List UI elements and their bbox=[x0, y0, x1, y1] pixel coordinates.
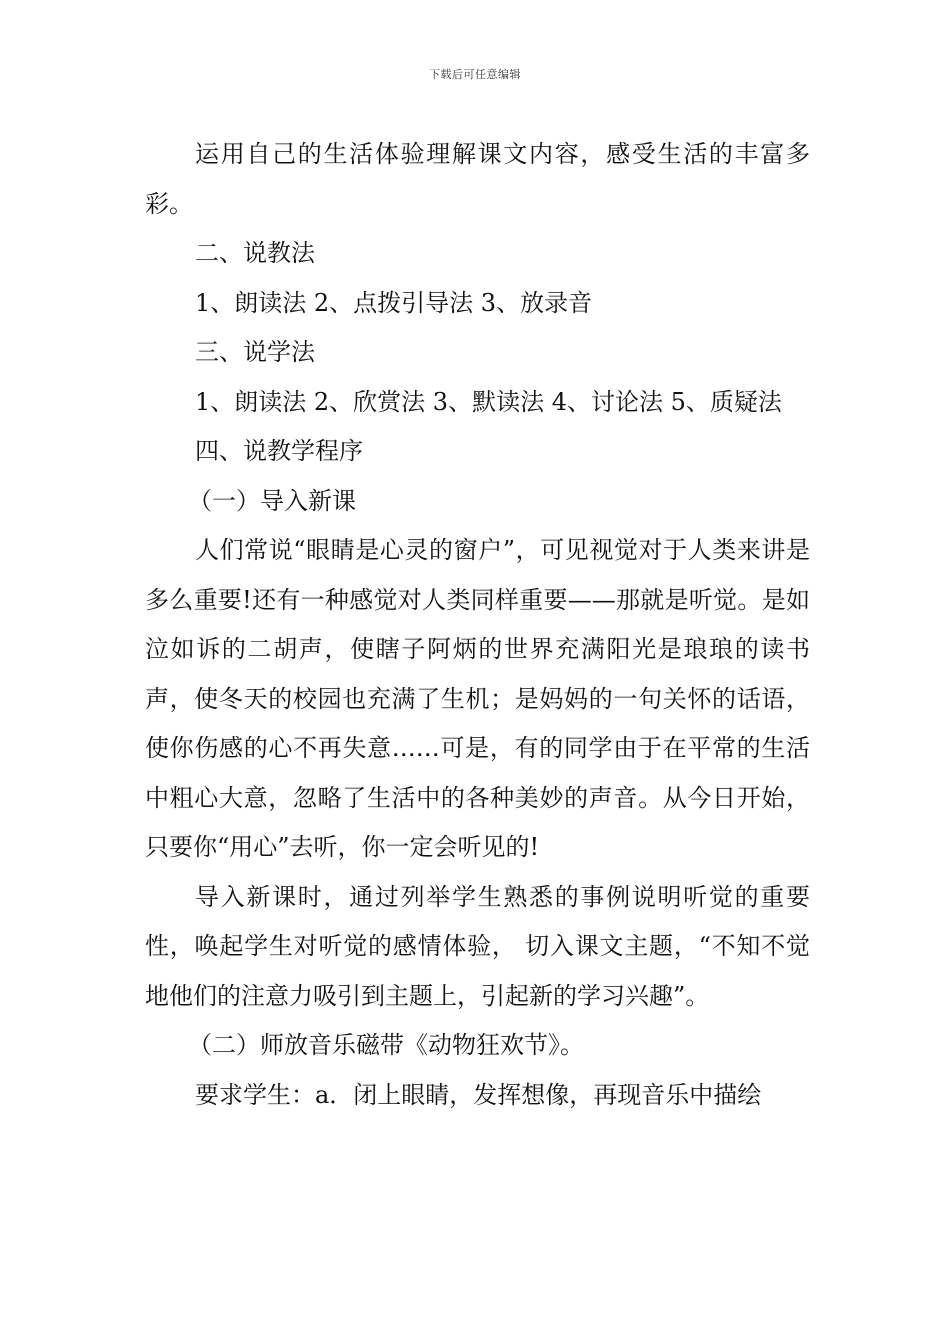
paragraph-student-requirements: 要求学生：a．闭上眼睛，发挥想像，再现音乐中描绘 bbox=[195, 1080, 762, 1109]
list-learning-methods: 1、朗读法 2、欣赏法 3、默读法 4、讨论法 5、质疑法 bbox=[195, 387, 782, 416]
heading-music-tape: （二）师放音乐磁带《动物狂欢节》。 bbox=[188, 1031, 584, 1059]
heading-teaching-methods: 二、说教法 bbox=[195, 239, 315, 267]
heading-introduce-lesson: （一）导入新课 bbox=[188, 486, 356, 515]
heading-learning-methods: 三、说学法 bbox=[195, 338, 315, 366]
list-teaching-methods: 1、朗读法 2、点拨引导法 3、放录音 bbox=[195, 288, 593, 317]
paragraph-introduction: 人们常说“眼睛是心灵的窗户”，可见视觉对于人类来讲是多么重要!还有一种感觉对人类同样重要——那就是听觉。是如泣如诉的二胡声，使瞎子阿炳的世界充满阳光是琅琅的读书声，使冬天的校园也充满了生机；是妈妈的一句关怀的话语，使你伤感的心不再失意……可是，有的同学由于在平常的生活中粗心大意，忽略了生活中的各种美妙的声音。从今日开始，只要你“用心”去听，你一定会听见的! bbox=[145, 536, 810, 861]
paragraph-life-experience: 运用自己的生活体验理解课文内容，感受生活的丰富多彩。 bbox=[145, 140, 810, 218]
paragraph-introduction-purpose: 导入新课时，通过列举学生熟悉的事例说明听觉的重要性，唤起学生对听觉的感情体验， 切入课文主题，“不知不觉地他们的注意力吸引到主题上，引起新的学习兴趣”。 bbox=[145, 882, 810, 1010]
document-body bbox=[145, 130, 810, 1120]
heading-teaching-procedure: 四、说教学程序 bbox=[195, 437, 363, 465]
page-header: 下载后可任意编辑 bbox=[429, 68, 521, 81]
